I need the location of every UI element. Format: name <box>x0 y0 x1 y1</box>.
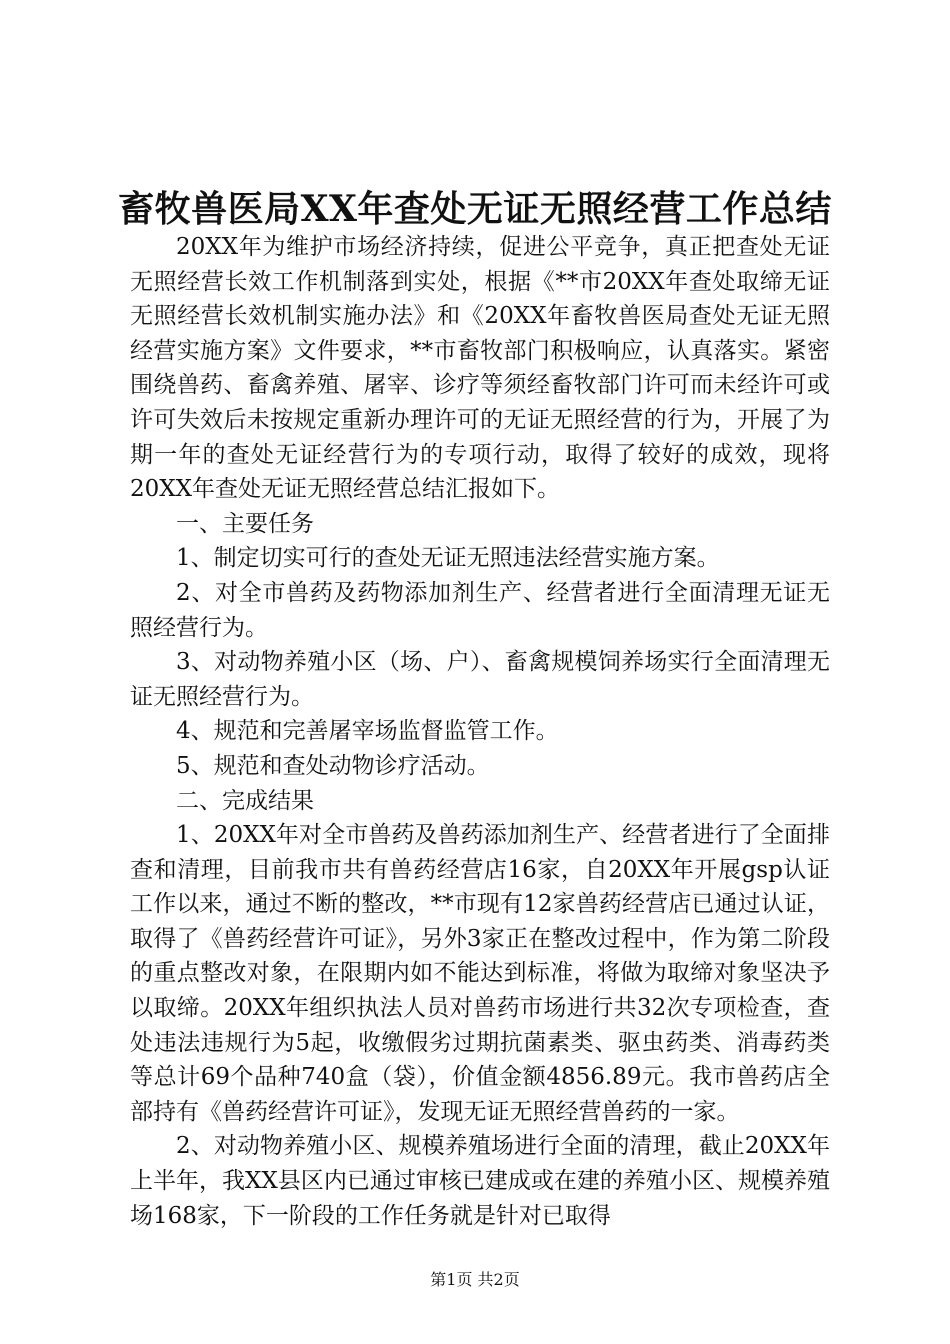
task-item-4: 4、规范和完善屠宰场监督监管工作。 <box>176 718 559 745</box>
document-title: 畜牧兽医局XX年查处无证无照经营工作总结 <box>118 188 832 230</box>
document-body <box>130 230 830 1233</box>
task-item-2: 2、对全市兽药及药物添加剂生产、经营者进行全面清理无证无照经营行为。 <box>130 579 830 641</box>
page-number-footer: 第1页 共2页 <box>430 1270 520 1289</box>
task-item-5: 5、规范和查处动物诊疗活动。 <box>176 752 490 779</box>
result-paragraph-1: 1、20XX年对全市兽药及兽药添加剂生产、经营者进行了全面排查和清理，目前我市共有兽药经营店16家，自20XX年开展gsp认证工作以来，通过不断的整改，**市现有12家兽药经营店已通过认证，取得了《兽药经营许可证》，另外3家正在整改过程中，作为第二阶段的重点整改对象，在限期内如不能达到标准，将做为取缔对象坚决予以取缔。20XX年组织执法人员对兽药市场进行共32次专项检查，查处违法违规行为5起，收缴假劣过期抗菌素类、驱虫药类、消毒药类等总计69个品种740盒（袋），价值金额4856.89元。我市兽药店全部持有《兽药经营许可证》，发现无证无照经营兽药的一家。 <box>130 822 830 1125</box>
section-heading-main-tasks: 一、主要任务 <box>176 510 314 537</box>
task-item-3: 3、对动物养殖小区（场、户）、畜禽规模饲养场实行全面清理无证无照经营行为。 <box>130 649 830 710</box>
intro-paragraph: 20XX年为维护市场经济持续，促进公平竞争，真正把查处无证无照经营长效工作机制落到实处，根据《**市20XX年查处取缔无证无照经营长效机制实施办法》和《20XX年畜牧兽医局查处无证无照经营实施方案》文件要求，**市畜牧部门积极响应，认真落实。紧密围绕兽药、畜禽养殖、屠宰、诊疗等须经畜牧部门许可而未经许可或许可失效后未按规定重新办理许可的无证无照经营的行为，开展了为期一年的查处无证经营行为的专项行动，取得了较好的成效，现将20XX年查处无证无照经营总结汇报如下。 <box>130 234 830 503</box>
section-heading-results: 二、完成结果 <box>176 787 314 814</box>
result-paragraph-2: 2、对动物养殖小区、规模养殖场进行全面的清理，截止20XX年上半年，我XX县区内已通过审核已建成或在建的养殖小区、规模养殖场168家，下一阶段的工作任务就是针对已取得 <box>130 1133 830 1229</box>
task-item-1: 1、制定切实可行的查处无证无照违法经营实施方案。 <box>176 545 720 572</box>
